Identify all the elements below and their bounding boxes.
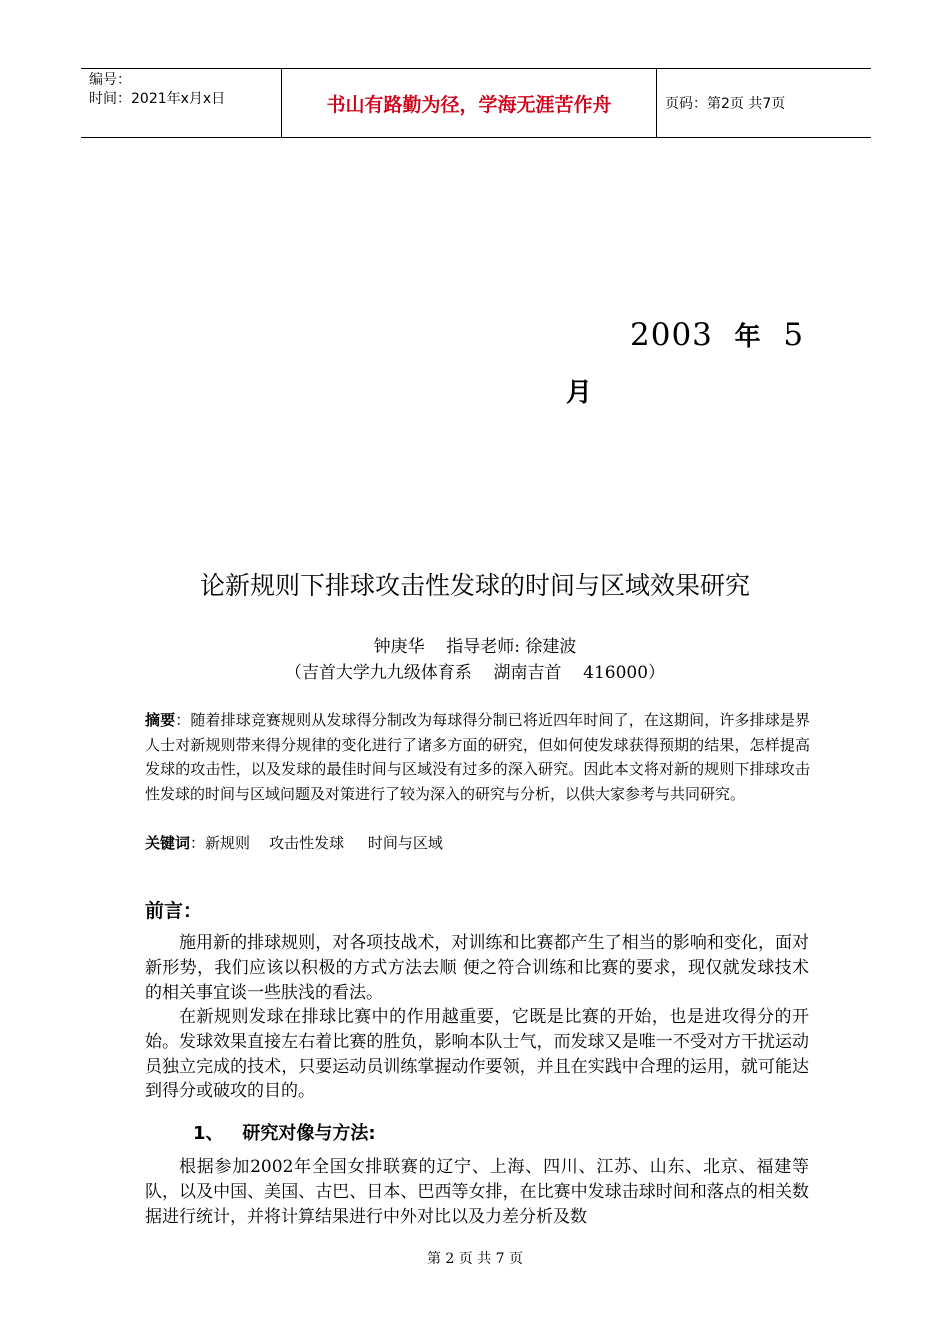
header-meta-cell — [81, 69, 282, 137]
date-month-num: 5 — [783, 317, 805, 353]
date-line — [630, 316, 804, 353]
keywords-label: 关键词 — [145, 834, 191, 852]
date-year-char: 年 — [734, 322, 762, 352]
page-footer: 第 2 页 共 7 页 — [426, 1251, 524, 1267]
section-1-heading: 1、 研究对像与方法: — [193, 1123, 376, 1144]
abstract — [145, 708, 810, 806]
abstract-text: ：随着排球竞赛规则从发球得分制改为每球得分制已将近四年时间了，在这期间，许多排球是界人士对新规则带来得分规律的变化进行了诸多方面的研究，但如何使发球获得预期的结果，怎样提高发球的攻击性，以及发球的最佳时间与区域没有过多的深入研究。因此本文将对新的规则下排球攻击性发球的时间与区域问题及对策进行了较为深入的研究与分析，以供大家参考与共同研究。 — [145, 711, 810, 803]
preface-paragraph-2: 在新规则发球在排球比赛中的作用越重要，它既是比赛的开始，也是进攻得分的开始。发球效果直接左右着比赛的胜负，影响本队士气，而发球又是唯一不受对方干扰运动员独立完成的技术，只要运动员训练掌握动作要领，并且在实践中合理的运用，就可能达到得分或破攻的目的。 — [145, 1007, 809, 1102]
preface-heading: 前言： — [145, 900, 203, 922]
section-1-paragraph: 根据参加2002年全国女排联赛的辽宁、上海、四川、江苏、山东、北京、福建等队，以及中国、美国、古巴、日本、巴西等女排，在比赛中发球击球时间和落点的相关数据进行统计，并将计算结果进行中外对比以及力差分析及数 — [145, 1157, 809, 1227]
number-label: 编号： — [89, 72, 131, 88]
header-motto: 书山有路勤为径，学海无涯苦作舟 — [282, 69, 657, 137]
time-label: 时间：2021年x月x日 — [89, 91, 226, 107]
affiliation: （吉首大学九九级体育系 湖南吉首 416000） — [284, 663, 666, 683]
date-year: 2003 — [630, 317, 713, 353]
keywords — [145, 832, 443, 853]
header-page-info: 页码：第2页 共7页 — [665, 96, 786, 112]
paper-title: 论新规则下排球攻击性发球的时间与区域效果研究 — [199, 571, 750, 600]
author-line: 钟庚华 指导老师: 徐建波 — [373, 637, 577, 657]
keywords-text: ：新规则 攻击性发球 时间与区域 — [190, 834, 443, 852]
header-table — [81, 68, 871, 138]
abstract-label: 摘要 — [145, 711, 176, 729]
date-month-char: 月 — [566, 378, 593, 408]
preface-paragraph-1: 施用新的排球规则，对各项技战术，对训练和比赛都产生了相当的影响和变化，面对新形势，我们应该以积极的方式方法去顺 便之符合训练和比赛的要求，现仅就发球技术的相关事宜谈一些肤浅的看法。 — [145, 933, 809, 1003]
